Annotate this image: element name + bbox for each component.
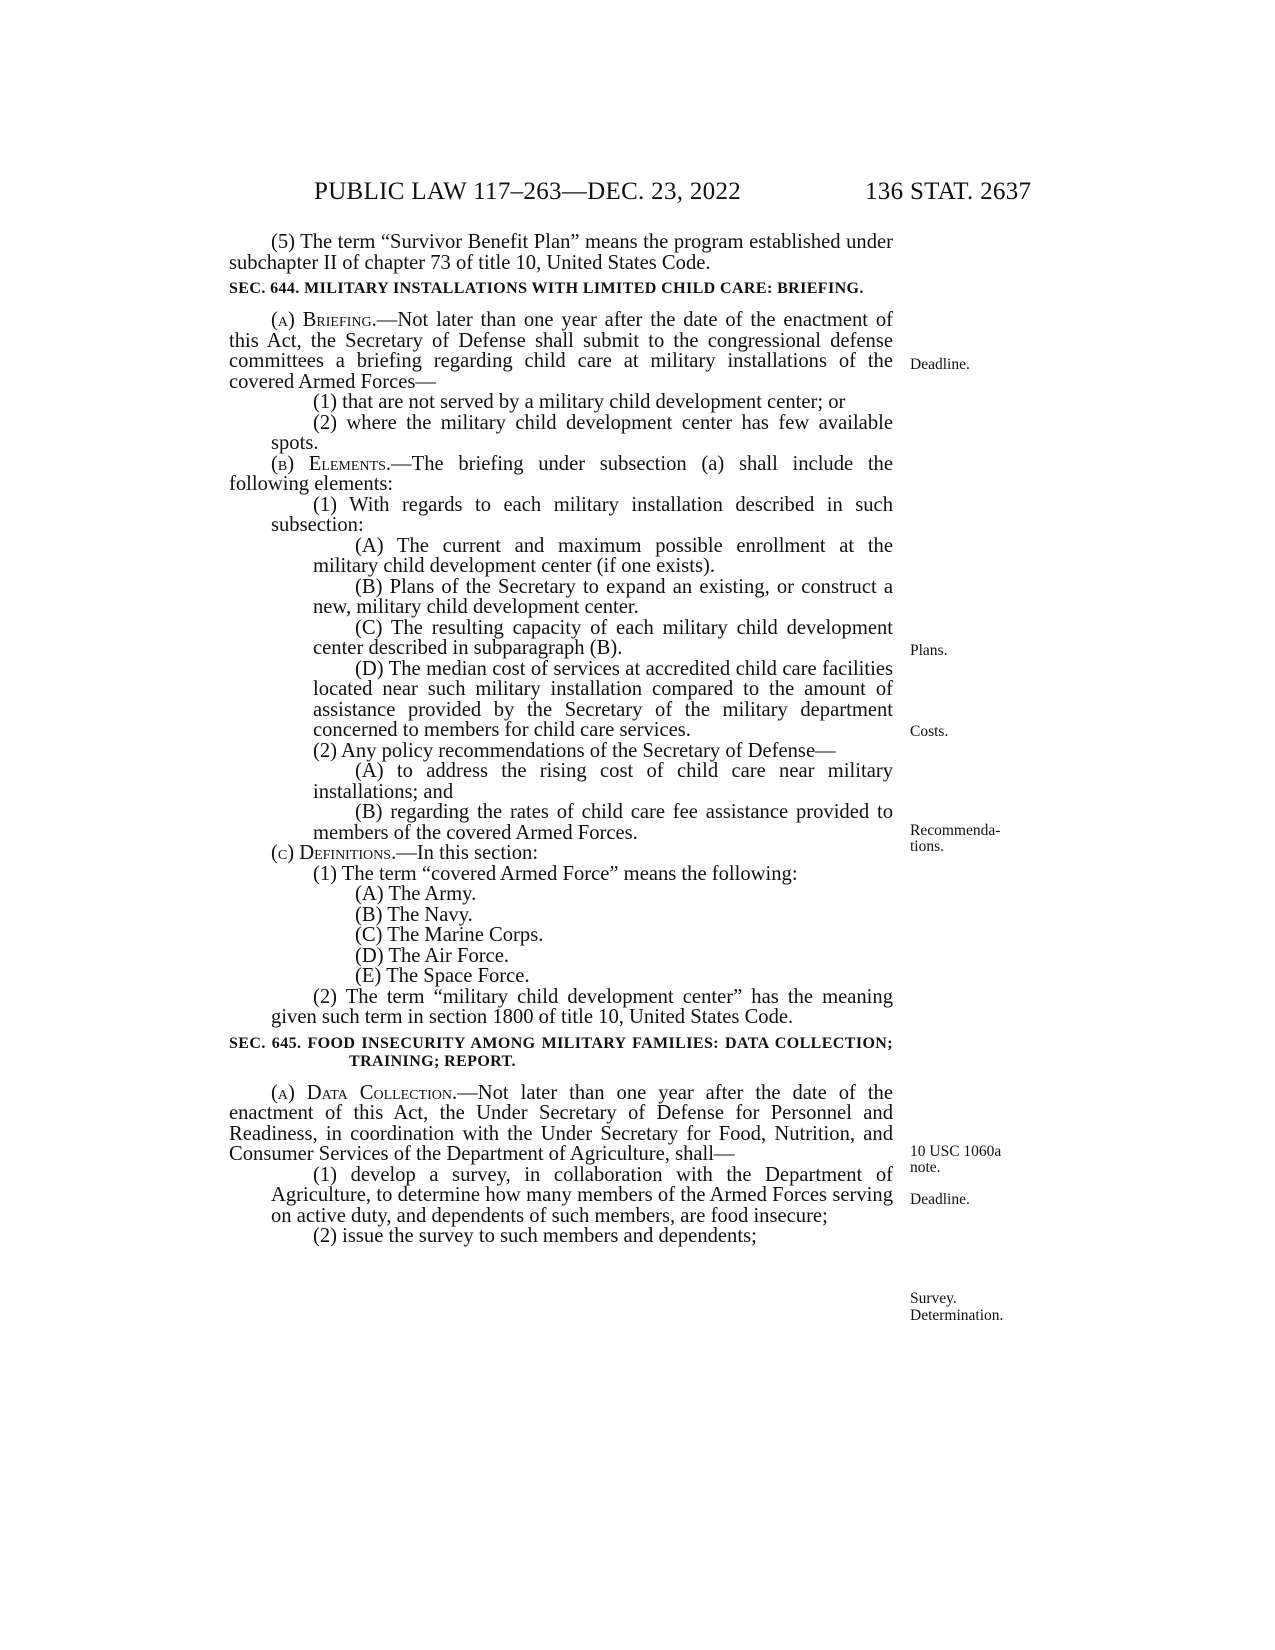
subsection-data-collection-text: —Not later than one year after the date of the enactment of this Act, the Under Secretary of Defense for Personnel and Readiness, in coordination with the Under Secretary for Food, Nutrition, and Consumer Services of the Department of Agriculture, shall— — [229, 1081, 893, 1165]
subsection-c-text: —In this section: — [396, 842, 539, 864]
margin-note-recommendations-line1: Recommenda- — [910, 822, 1001, 839]
paragraph-a1: (1) that are not served by a military child development center; or — [313, 391, 846, 413]
subsection-a-text: —Not later than one year after the date of the enactment of this Act, the Secretary of Defense shall submit to the congressional defense committees a briefing regarding child care at military installations of the covered Armed Forces— — [229, 309, 893, 393]
paragraph-c2: (2) The term “military child development center” has the meaning given such term in section 1800 of title 10, United States Code. — [271, 985, 893, 1028]
margin-note-deadline-2: Deadline. — [910, 1191, 970, 1208]
paragraph-b1: (1) With regards to each military installation described in such subsection: — [271, 493, 893, 536]
subsection-a-label: (a) Briefing. — [271, 309, 377, 331]
public-law-title: PUBLIC LAW 117–263—DEC. 23, 2022 — [314, 178, 742, 205]
list-item-space-force: (E) The Space Force. — [355, 965, 530, 987]
statute-body — [229, 232, 893, 1247]
subparagraph-b2B: (B) regarding the rates of child care fee assistance provided to members of the covered Armed Forces. — [313, 801, 893, 844]
list-item-navy: (B) The Navy. — [355, 903, 473, 926]
margin-note-usc-line1: 10 USC 1060a — [910, 1143, 1002, 1160]
subparagraph-b1C: (C) The resulting capacity of each military child development center described in subparagraph (B). — [313, 616, 893, 659]
paragraph-survey-issue: (2) issue the survey to such members and dependents; — [313, 1225, 757, 1247]
margin-note-survey: Survey. — [910, 1290, 957, 1307]
subsection-b-label: (b) Elements. — [271, 452, 392, 475]
margin-note-usc-line2: note. — [910, 1159, 941, 1176]
paragraph-b2: (2) Any policy recommendations of the Secretary of Defense— — [313, 739, 836, 762]
list-item-army: (A) The Army. — [355, 883, 477, 905]
subsection-c-definitions — [229, 843, 893, 864]
list-item-marine-corps: (C) The Marine Corps. — [355, 924, 544, 946]
subparagraph-b1B: (B) Plans of the Secretary to expand an existing, or construct a new, military child development center. — [313, 575, 893, 618]
paragraph-survivor-benefit-plan: (5) The term “Survivor Benefit Plan” means the program established under subchapter II of chapter 73 of title 10, United States Code. — [229, 231, 893, 274]
subparagraph-b2A: (A) to address the rising cost of child care near military installations; and — [313, 760, 893, 803]
section-644-heading: SEC. 644. MILITARY INSTALLATIONS WITH LIMITED CHILD CARE: BRIEFING. — [229, 280, 864, 297]
statute-page-number: 136 STAT. 2637 — [865, 178, 1032, 205]
margin-note-determination: Determination. — [910, 1307, 1004, 1324]
margin-note-costs: Costs. — [910, 723, 949, 740]
margin-note-deadline: Deadline. — [910, 356, 970, 373]
subsection-a-data-collection — [229, 1083, 893, 1165]
subsection-data-collection-label: (a) Data Collection. — [271, 1081, 458, 1104]
paragraph-survey-develop: (1) develop a survey, in collaboration with the Department of Agriculture, to determine how many members of the Armed Forces serving on active duty, and dependents of such members, are food insecure; — [271, 1163, 893, 1227]
section-645-heading: SEC. 645. FOOD INSECURITY AMONG MILITARY FAMILIES: DATA COLLECTION; TRAINING; REPORT. — [229, 1034, 893, 1070]
paragraph-c1: (1) The term “covered Armed Force” means the following: — [313, 862, 798, 885]
margin-note-recommendations-line2: tions. — [910, 838, 945, 855]
margin-note-plans: Plans. — [910, 642, 948, 659]
subsection-b-elements — [229, 454, 893, 495]
subparagraph-b1D: (D) The median cost of services at accredited child care facilities located near such military installation compared to the amount of assistance provided by the Secretary of the military department concerned to members for child care services. — [313, 657, 893, 741]
list-item-air-force: (D) The Air Force. — [355, 944, 510, 967]
paragraph-a2: (2) where the military child development center has few available spots. — [271, 411, 893, 454]
page-header — [0, 178, 1275, 218]
subsection-a-briefing — [229, 310, 893, 392]
subsection-b-text: —The briefing under subsection (a) shall include the following elements: — [229, 452, 893, 495]
subparagraph-b1A: (A) The current and maximum possible enrollment at the military child development center (if one exists). — [313, 534, 893, 577]
subsection-c-label: (c) Definitions. — [271, 842, 397, 864]
